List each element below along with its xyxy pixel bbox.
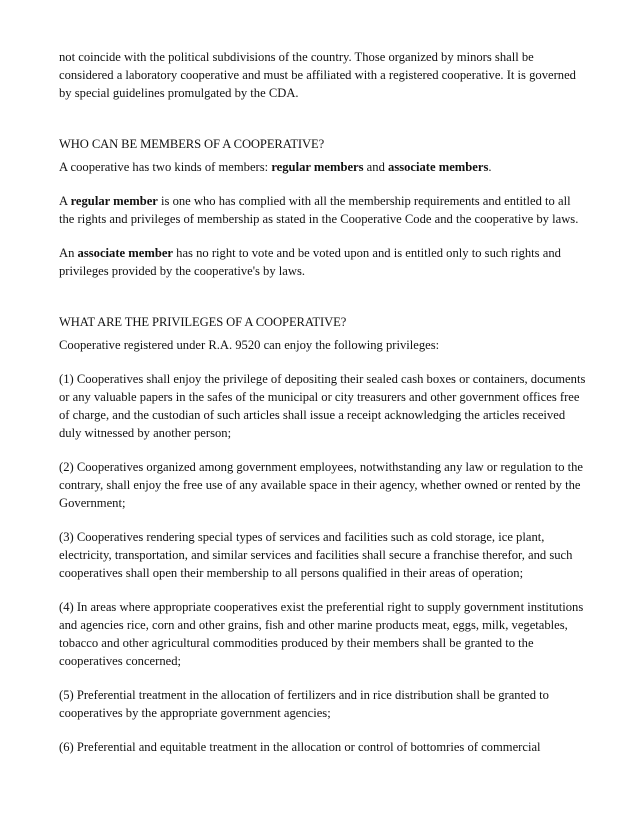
associate-member-definition xyxy=(59,244,587,280)
privilege-item-2: (2) Cooperatives organized among government employees, notwithstanding any law or regulation to the contrary, shall enjoy the free use of any available space in their agency, whether owned or rented by the Government; xyxy=(59,460,584,510)
privilege-item-1: (1) Cooperatives shall enjoy the privilege of depositing their sealed cash boxes or containers, documents or any valuable papers in the safes of the municipal or city treasurers and other government offices free of charge, and the custodian of such articles shall issue a receipt acknowledging the articles received duly witnessed by another person; xyxy=(59,372,586,440)
privilege-item-6: (6) Preferential and equitable treatment in the allocation or control of bottomries of commercial xyxy=(59,740,541,754)
regular-def-text: is one who has complied with all the membership requirements and entitled to all the rights and privileges of membership as stated in the Cooperative Code and the cooperative by laws. xyxy=(59,194,579,226)
privileges-heading: WHAT ARE THE PRIVILEGES OF A COOPERATIVE? xyxy=(59,315,347,329)
associate-def-prefix: An xyxy=(59,246,78,260)
member-kinds-prefix: A cooperative has two kinds of members: xyxy=(59,160,272,174)
regular-member-definition xyxy=(59,192,587,228)
member-kinds-middle: and xyxy=(363,160,389,174)
member-kinds-suffix: . xyxy=(488,160,492,174)
associate-members-term: associate members xyxy=(388,160,489,174)
regular-members-term: regular members xyxy=(271,160,364,174)
member-kinds-paragraph xyxy=(59,158,587,176)
associate-member-term: associate member xyxy=(77,246,174,260)
privilege-item-3: (3) Cooperatives rendering special types of services and facilities such as cold storage, ice plant, electricity, transportation, and similar services and facilities shall secure a franchise therefor, and such cooperatives shall open their membership to all persons qualified in their areas of operation; xyxy=(59,530,573,580)
document-page xyxy=(59,48,587,772)
privileges-intro: Cooperative registered under R.A. 9520 can enjoy the following privileges: xyxy=(59,338,440,352)
privilege-item-4: (4) In areas where appropriate cooperatives exist the preferential right to supply government institutions and agencies rice, corn and other grains, fish and other marine products meat, eggs, milk, vegetables, tobacco and other agricultural commodities produced by their members shall be granted to the cooperatives concerned; xyxy=(59,600,584,668)
members-heading: WHO CAN BE MEMBERS OF A COOPERATIVE? xyxy=(59,137,325,151)
intro-paragraph: not coincide with the political subdivisions of the country. Those organized by minors shall be considered a laboratory cooperative and must be affiliated with a registered cooperative. It is governed by special guidelines promulgated by the CDA. xyxy=(59,50,576,100)
regular-def-prefix: A xyxy=(59,194,71,208)
privilege-item-5: (5) Preferential treatment in the allocation of fertilizers and in rice distribution shall be granted to cooperatives by the appropriate government agencies; xyxy=(59,688,549,720)
regular-member-term: regular member xyxy=(70,194,158,208)
associate-def-text: has no right to vote and be voted upon and is entitled only to such rights and privileges provided by the cooperative's by laws. xyxy=(59,246,561,278)
